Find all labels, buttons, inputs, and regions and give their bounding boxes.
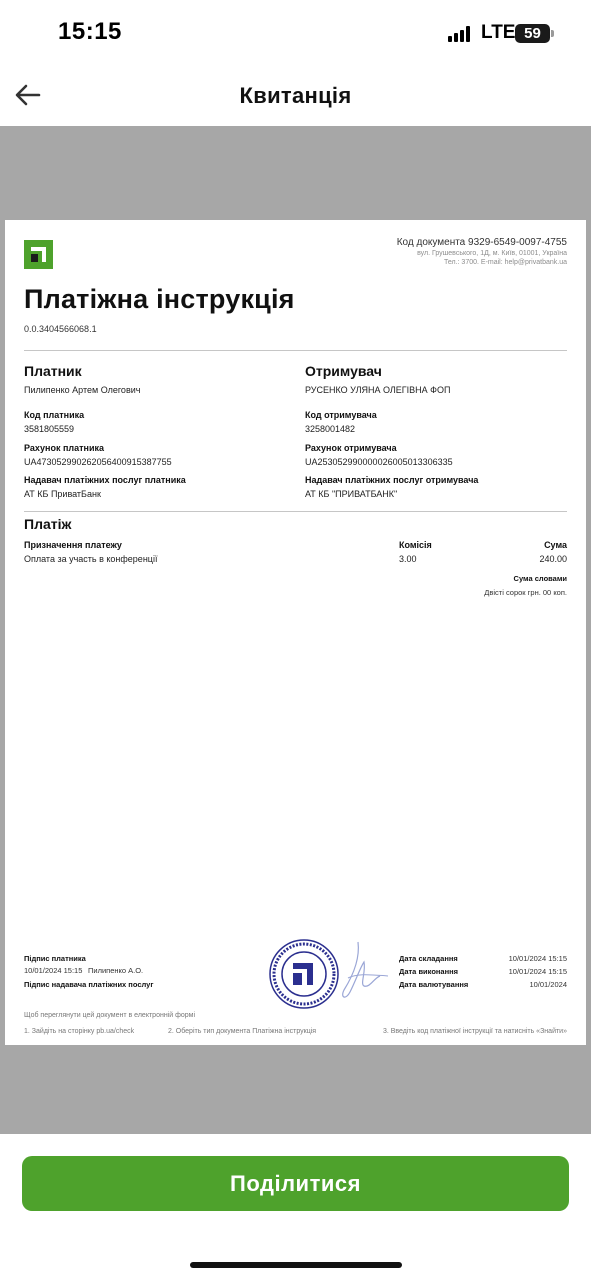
- payer-provider-label: Надавач платіжних послуг платника: [24, 475, 186, 485]
- recipient-code-label: Код отримувача: [305, 410, 377, 420]
- privatbank-logo-icon: [24, 240, 53, 269]
- document-number: 0.0.3404566068.1: [24, 324, 97, 334]
- payer-account-label: Рахунок платника: [24, 443, 104, 453]
- amount-words: Двісті сорок грн. 00 коп.: [484, 588, 567, 597]
- payment-title: Платіж: [24, 516, 72, 532]
- payer-code: 3581805559: [24, 424, 75, 434]
- recipient-account: UA253052990000026005013306335: [305, 457, 453, 467]
- recipient-name: РУСЕНКО УЛЯНА ОЛЕГІВНА ФОП: [305, 385, 451, 395]
- nav-header: [0, 66, 591, 126]
- payer-code-label: Код платника: [24, 410, 85, 420]
- amount-value: 240.00: [539, 554, 567, 564]
- date-created: 10/01/2024 15:15: [508, 954, 567, 963]
- date-value: 10/01/2024: [529, 980, 567, 989]
- divider: [24, 350, 567, 351]
- payment-purpose: Оплата за участь в конференції: [24, 554, 158, 564]
- footer-step-3: 3. Введіть код платіжної інструкції та натисніть «Знайти»: [382, 1028, 567, 1035]
- payer-sign-date: 10/01/2024 15:15: [24, 966, 83, 975]
- footer-step-2: 2. Оберіть тип документа Платіжна інструкція: [168, 1028, 317, 1035]
- bank-address: вул. Грушевського, 1Д, м. Київ, 01001, Україна: [417, 250, 567, 257]
- payer-account: UA473052990262056400915387755: [24, 457, 172, 467]
- divider: [24, 511, 567, 512]
- receipt-document: [5, 220, 586, 1045]
- payer-title: Платник: [24, 363, 82, 379]
- battery-level: 59: [524, 25, 541, 42]
- status-bar: [0, 0, 591, 66]
- bank-contacts: Тел.: 3700. E-mail: help@privatbank.ua: [443, 259, 567, 266]
- commission-label: Комісія: [399, 540, 432, 550]
- payer-sign-label: Підпис платника: [24, 954, 86, 963]
- recipient-provider: АТ КБ "ПРИВАТБАНК": [305, 489, 398, 499]
- page-title: Квитанція: [239, 83, 352, 108]
- payer-sign-name: Пилипенко А.О.: [88, 966, 144, 975]
- bottom-action-bar: [0, 1134, 591, 1280]
- document-meta: [397, 236, 567, 267]
- footer-step-1: 1. Зайдіть на сторінку pb.ua/check: [24, 1028, 135, 1035]
- payer-name: Пилипенко Артем Олегович: [24, 385, 141, 395]
- document-title: Платіжна інструкція: [24, 284, 295, 314]
- amount-label: Сума: [544, 540, 567, 550]
- handwritten-signature-icon: [330, 938, 390, 1008]
- date-executed-label: Дата виконання: [399, 967, 459, 976]
- recipient-account-label: Рахунок отримувача: [305, 443, 397, 453]
- amount-words-label: Сума словами: [513, 574, 567, 583]
- cellular-signal-icon: [448, 26, 470, 42]
- footer-note: Щоб переглянути цей документ в електронній формі: [24, 1012, 196, 1019]
- date-created-label: Дата складання: [399, 954, 458, 963]
- battery-icon: [515, 24, 550, 43]
- battery-tip-icon: [551, 30, 554, 37]
- recipient-title: Отримувач: [305, 363, 382, 379]
- commission-value: 3.00: [399, 554, 417, 564]
- document-code: Код документа 9329-6549-0097-4755: [396, 237, 567, 248]
- recipient-provider-label: Надавач платіжних послуг отримувача: [305, 475, 479, 485]
- share-button[interactable]: Поділитися: [22, 1156, 569, 1211]
- payer-provider: АТ КБ ПриватБанк: [24, 489, 101, 499]
- network-type: LTE: [481, 22, 516, 43]
- home-indicator: [190, 1262, 402, 1268]
- date-value-label: Дата валютування: [399, 980, 469, 989]
- document-viewer[interactable]: [0, 126, 591, 1134]
- purpose-label: Призначення платежу: [24, 540, 122, 550]
- date-executed: 10/01/2024 15:15: [508, 967, 567, 976]
- provider-sign-label: Підпис надавача платіжних послуг: [24, 980, 154, 989]
- status-time: 15:15: [58, 18, 122, 45]
- recipient-code: 3258001482: [305, 424, 356, 434]
